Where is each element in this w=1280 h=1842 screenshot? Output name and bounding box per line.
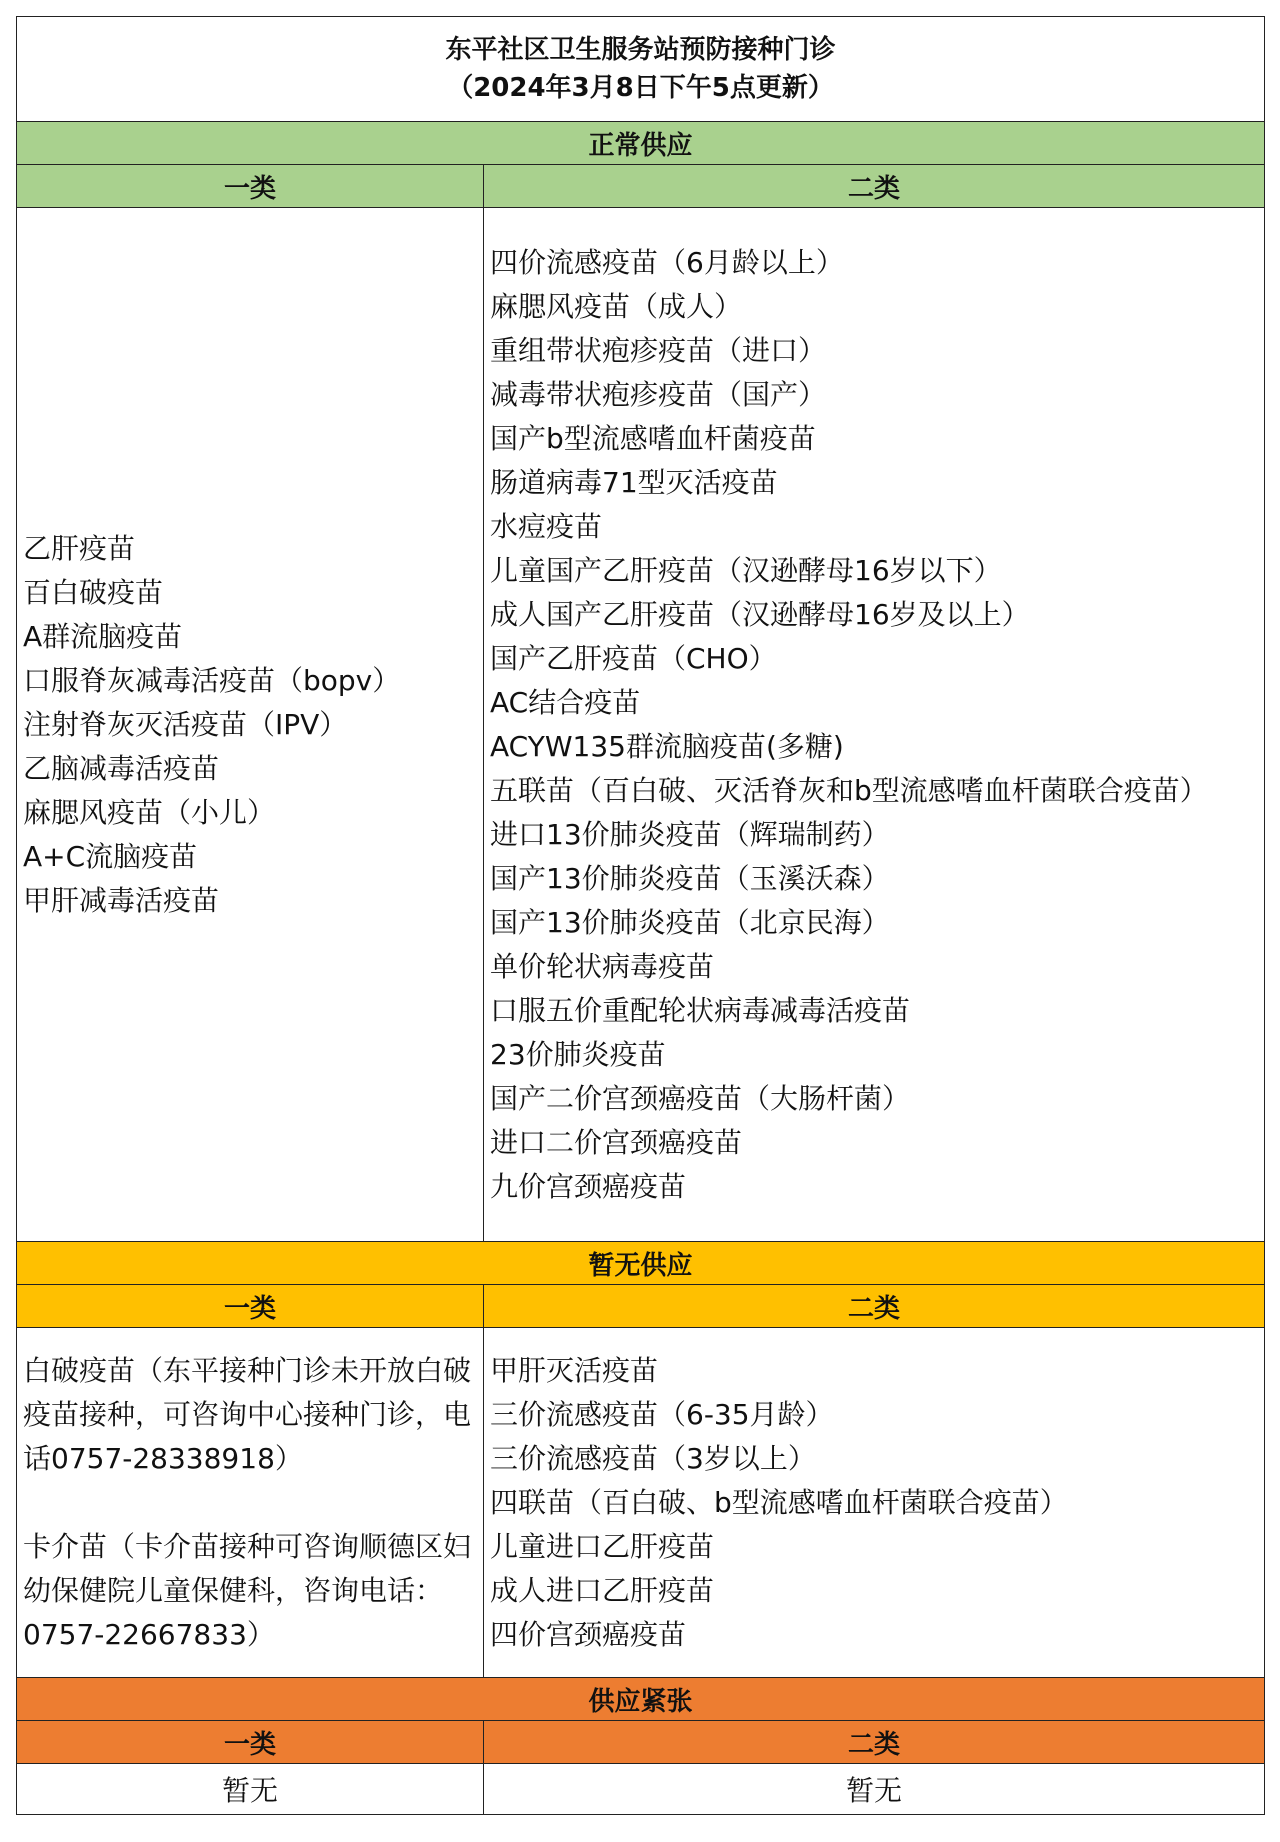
normal-class2-list (490, 241, 1258, 1209)
normal-class2-item: 国产乙肝疫苗（CHO） (490, 641, 777, 675)
normal-class2-item: 国产二价宫颈癌疫苗（大肠杆菌） (490, 1081, 911, 1115)
normal-class1-item: 口服脊灰减毒活疫苗（bopv） (23, 663, 401, 697)
normal-class1-cell (17, 208, 484, 1242)
none-class2-item: 三价流感疫苗（3岁以上） (490, 1441, 816, 1475)
update-time: （2024年3月8日下午5点更新） (447, 73, 834, 103)
normal-class2-item: 单价轮状病毒疫苗 (490, 949, 715, 983)
normal-class2-item: 进口13价肺炎疫苗（辉瑞制药） (490, 817, 890, 851)
normal-class1-item: 乙脑减毒活疫苗 (23, 751, 220, 785)
normal-class2-item: 儿童国产乙肝疫苗（汉逊酵母16岁以下） (490, 553, 1002, 587)
normal-class1-header: 一类 (17, 165, 484, 208)
vaccine-supply-table (16, 16, 1265, 1815)
normal-class2-item: AC结合疫苗 (490, 685, 641, 719)
normal-class1-item: 注射脊灰灭活疫苗（IPV） (23, 707, 348, 741)
normal-class1-list (23, 527, 477, 923)
section-tight-heading: 供应紧张 (17, 1678, 1265, 1721)
none-class1-cell (17, 1328, 484, 1678)
none-class2-cell (484, 1328, 1265, 1678)
title-cell (17, 17, 1265, 122)
none-class2-item: 四联苗（百白破、b型流感嗜血杆菌联合疫苗） (490, 1485, 1068, 1519)
normal-class1-item: 百白破疫苗 (23, 575, 164, 609)
none-class2-header: 二类 (484, 1285, 1265, 1328)
normal-class2-item: ACYW135群流脑疫苗(多糖) (490, 729, 844, 763)
normal-class2-item: 四价流感疫苗（6月龄以上） (490, 245, 844, 279)
none-class2-item: 甲肝灭活疫苗 (490, 1353, 659, 1387)
none-class2-item: 儿童进口乙肝疫苗 (490, 1529, 715, 1563)
normal-class1-item: A+C流脑疫苗 (23, 839, 198, 873)
normal-class1-item: 甲肝减毒活疫苗 (23, 883, 220, 917)
none-class2-item: 成人进口乙肝疫苗 (490, 1573, 715, 1607)
normal-class2-item: 重组带状疱疹疫苗（进口） (490, 333, 827, 367)
normal-class2-header: 二类 (484, 165, 1265, 208)
normal-class2-item: 国产13价肺炎疫苗（玉溪沃森） (490, 861, 890, 895)
normal-class2-item: 国产13价肺炎疫苗（北京民海） (490, 905, 890, 939)
normal-class2-cell (484, 208, 1265, 1242)
normal-class2-item: 五联苗（百白破、灭活脊灰和b型流感嗜血杆菌联合疫苗） (490, 773, 1208, 807)
normal-class2-item: 口服五价重配轮状病毒减毒活疫苗 (490, 993, 911, 1027)
normal-class2-item: 九价宫颈癌疫苗 (490, 1169, 687, 1203)
normal-class2-item: 麻腮风疫苗（成人） (490, 289, 743, 323)
tight-class2-header: 二类 (484, 1721, 1265, 1764)
none-class1-item: 白破疫苗（东平接种门诊未开放白破疫苗接种，可咨询中心接种门诊，电话0757-28338918） (23, 1353, 472, 1475)
normal-class1-item: A群流脑疫苗 (23, 619, 183, 653)
normal-class2-item: 减毒带状疱疹疫苗（国产） (490, 377, 827, 411)
none-class1-header: 一类 (17, 1285, 484, 1328)
none-class2-list (490, 1349, 1258, 1657)
tight-class1-header: 一类 (17, 1721, 484, 1764)
normal-class2-item: 水痘疫苗 (490, 509, 603, 543)
section-none-heading: 暂无供应 (17, 1242, 1265, 1285)
normal-class1-item: 麻腮风疫苗（小儿） (23, 795, 276, 829)
normal-class2-item: 肠道病毒71型灭活疫苗 (490, 465, 778, 499)
none-class1-item: 卡介苗（卡介苗接种可咨询顺德区妇幼保健院儿童保健科，咨询电话：0757-22667833） (23, 1529, 472, 1651)
normal-class2-item: 成人国产乙肝疫苗（汉逊酵母16岁及以上） (490, 597, 1030, 631)
tight-class2-value: 暂无 (484, 1764, 1265, 1815)
none-class2-item: 四价宫颈癌疫苗 (490, 1617, 687, 1651)
tight-class1-value: 暂无 (17, 1764, 484, 1815)
normal-class2-item: 23价肺炎疫苗 (490, 1037, 666, 1071)
section-normal-heading: 正常供应 (17, 122, 1265, 165)
normal-class1-item: 乙肝疫苗 (23, 531, 136, 565)
normal-class2-item: 国产b型流感嗜血杆菌疫苗 (490, 421, 816, 455)
none-class2-item: 三价流感疫苗（6-35月龄） (490, 1397, 834, 1431)
page-title: 东平社区卫生服务站预防接种门诊 (445, 35, 836, 65)
normal-class2-item: 进口二价宫颈癌疫苗 (490, 1125, 743, 1159)
